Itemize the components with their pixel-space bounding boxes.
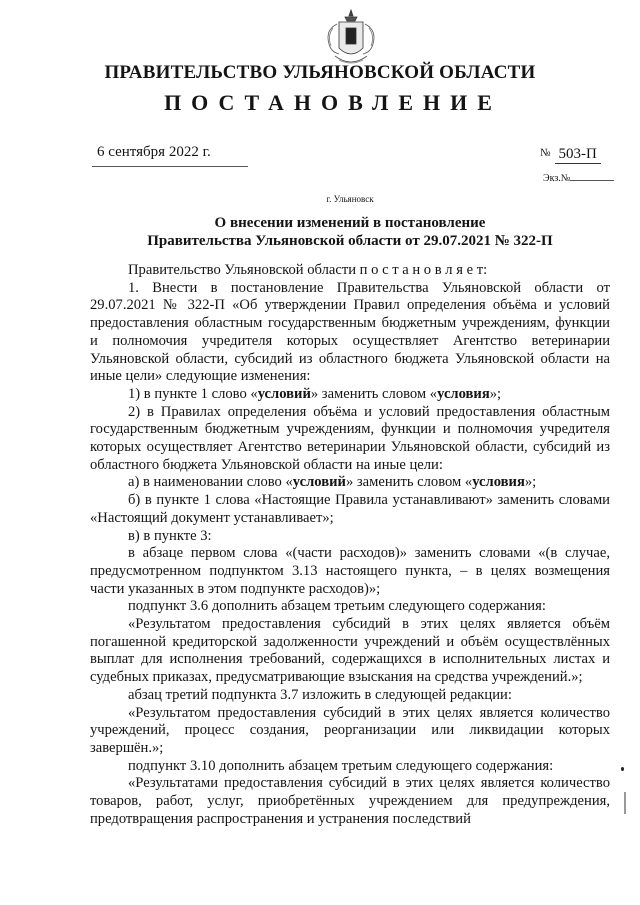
item-2c-par1: в абзаце первом слова «(части расходов)» заменить словами «(в случае, предусмотренном подпунктом 3.13 настоящего пункта, – в целях возмещения части указанных в этом подпункте расходов)»;: [90, 545, 610, 597]
scan-mark: [621, 767, 624, 771]
item-2c: в) в пункте 3:: [128, 527, 212, 544]
document-title: [0, 214, 640, 250]
text: »;: [489, 385, 502, 402]
document-date: 6 сентября 2022 г.: [97, 144, 211, 160]
paragraph-1: 1. Внести в постановление Правительства Ульяновской области от 29.07.2021 № 322-П «Об утверждении Правил определения объёма и условий предоставления областным государственным бюджетным учреждениям, функции и полномочия учредителя которых осуществляет Агентство ветеринарии Ульяновской области, субсидий из областного бюджета Ульяновской области на иные цели» следующие изменения:: [90, 279, 610, 385]
item-2c-sub36: подпункт 3.6 дополнить абзацем третьим следующего содержания:: [128, 598, 546, 615]
bold-word: условия: [437, 385, 490, 402]
text: » заменить словом «: [345, 474, 473, 491]
bold-word: условий: [292, 474, 346, 491]
item-2a: [90, 474, 610, 492]
quote-sub310: «Результатами предоставления субсидий в этих целях является количество товаров, работ, услуг, приобретённых учреждением для предупреждения, предотвращения распространения и устранения последствий: [90, 775, 610, 827]
item-1: [90, 386, 610, 404]
document-body: [90, 262, 610, 829]
text: 1) в пункте 1 слово «: [128, 385, 258, 402]
title-line-1: О внесении изменений в постановление: [214, 215, 486, 231]
date-underline: [92, 166, 248, 167]
document-number: [540, 146, 601, 164]
number-sign: №: [540, 147, 551, 159]
bold-word: условий: [257, 385, 311, 402]
preamble: Правительство Ульяновской области п о с т а н о в л я е т:: [128, 262, 488, 278]
item-2c-sub37: абзац третий подпункта 3.7 изложить в следующей редакции:: [128, 686, 512, 703]
coat-of-arms-icon: [319, 8, 383, 70]
copy-label: Экз.№: [543, 173, 571, 184]
number-value: 503-П: [555, 146, 601, 164]
government-name: ПРАВИТЕЛЬСТВО УЛЬЯНОВСКОЙ ОБЛАСТИ: [104, 62, 536, 83]
item-2: 2) в Правилах определения объёма и условий предоставления областным государственным бюджетным учреждениям, функции и полномочия учредителя которых осуществляет Агентство ветеринарии Ульяновской области, субсидий из областного бюджета Ульяновской области на иные цели:: [90, 403, 610, 473]
text: а) в наименовании слово «: [128, 474, 293, 491]
scan-mark: [624, 792, 626, 814]
text: »;: [524, 474, 537, 491]
city: г. Ульяновск: [326, 194, 374, 204]
quote-sub36: «Результатом предоставления субсидий в этих целях является объём погашенной кредиторской задолженности учреждений и объём осуществлённых выплат для исполнения требований, содержащихся в исполнительных листах и судебных приказах, предусматривающие взыскания на средства учреждений.»;: [90, 616, 610, 686]
item-2b: б) в пункте 1 слова «Настоящие Правила устанавливают» заменить словами «Настоящий документ устанавливает»;: [90, 492, 610, 526]
quote-sub37: «Результатом предоставления субсидий в этих целях является количество учреждений, процесс создания, реорганизации или ликвидации которых завершён.»;: [90, 704, 610, 756]
item-2c-sub310: подпункт 3.10 дополнить абзацем третьим следующего содержания:: [128, 757, 554, 774]
text: » заменить словом «: [310, 385, 438, 402]
title-line-2: Правительства Ульяновской области от 29.07.2021 № 322-П: [147, 233, 553, 249]
bold-word: условия: [472, 474, 525, 491]
document-type: ПОСТАНОВЛЕНИЕ: [164, 90, 502, 115]
copy-number: [543, 173, 614, 184]
copy-blank: [570, 180, 614, 181]
